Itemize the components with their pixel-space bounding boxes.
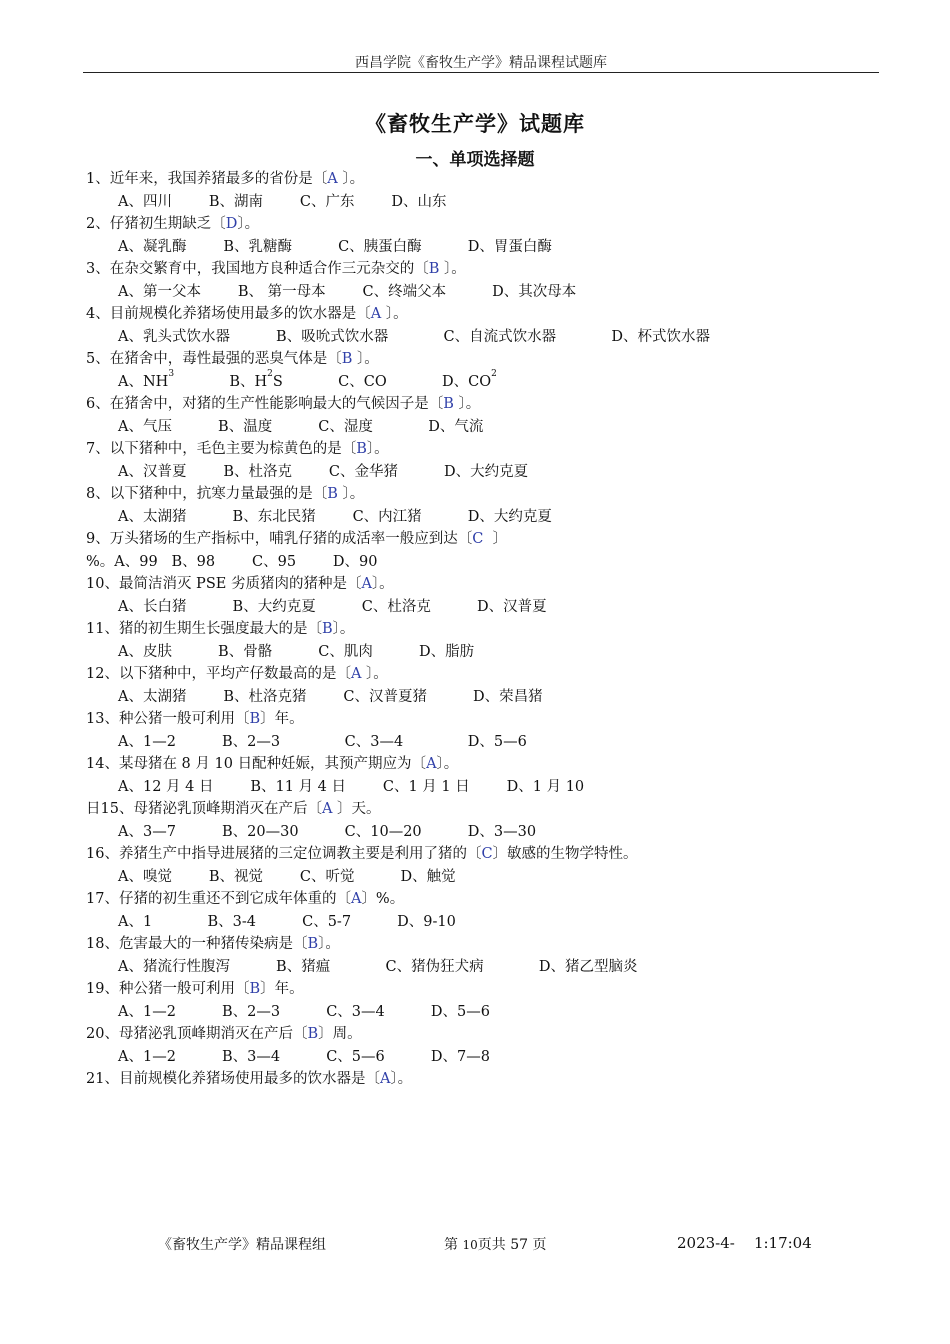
answer-options: %。A、99 B、98 C、95 D、90 (86, 553, 378, 570)
question-text-end: 〕%。 (361, 891, 405, 907)
footer-page-number (444, 1234, 546, 1254)
document-title: 《畜牧生产学》试题库 (365, 111, 585, 136)
footer-page-current: 10 (462, 1238, 478, 1252)
question-text: 日15、母猪泌乳顶峰期消灭在产后〔 (86, 801, 322, 817)
answer-options: A、第一父本 B、 第一母本 C、终端父本 D、其次母本 (118, 283, 577, 300)
question-item (86, 483, 886, 506)
question-item (86, 663, 886, 686)
answer-options: A、$NH^3$ B、$H^2S$ C、CO D、$CO^2$ (118, 368, 497, 390)
answer-options: A、乳头式饮水器 B、吸吮式饮水器 C、自流式饮水器 D、杯式饮水器 (118, 328, 711, 345)
question-item (86, 888, 886, 911)
answer-letter: A (379, 1071, 391, 1087)
question-text-end: 〕天。 (337, 801, 381, 817)
question-item (86, 393, 886, 416)
answer-letter: A (350, 666, 367, 682)
footer-course-group: 《畜牧生产学》精品课程组 (158, 1237, 326, 1253)
question-text: 12、以下猪种中，平均产仔数最高的是〔 (86, 666, 351, 682)
question-text: 6、在猪舍中，对猪的生产性能影响最大的气候因子是〔 (86, 396, 444, 412)
question-text: 1、近年来，我国养猪最多的省份是〔 (86, 171, 328, 187)
answer-options: A、猪流行性腹泻 B、猪瘟 C、猪伪狂犬病 D、猪乙型脑炎 (118, 958, 638, 975)
answer-letter: A (361, 576, 372, 592)
answer-letter: A (370, 306, 386, 322)
question-text-end: 〕周。 (318, 1026, 362, 1042)
question-text: 20、母猪泌乳顶峰期消灭在产后〔 (86, 1026, 308, 1042)
answer-options: A、3—7 B、20—30 C、10—20 D、3—30 (118, 823, 537, 840)
question-item (86, 168, 886, 191)
answer-letter: A (350, 891, 362, 907)
question-item (86, 258, 886, 281)
footer-page-post: 页 (528, 1237, 547, 1253)
answer-letter: B (249, 981, 261, 997)
question-text-end: 〕年。 (260, 981, 304, 997)
question-text: 16、养猪生产中指导进展猪的三定位调教主要是利用了猪的〔 (86, 846, 482, 862)
answer-options: A、1—2 B、2—3 C、3—4 D、5—6 (118, 733, 527, 750)
answer-letter: D (225, 216, 238, 232)
question-text-end: 〕。 (342, 171, 365, 187)
question-item (86, 753, 886, 776)
question-text: 5、在猪舍中，毒性最强的恶臭气体是〔 (86, 351, 342, 367)
answer-letter: A (426, 756, 437, 772)
question-text: 10、最简洁消灭 PSE 劣质猪肉的猪种是〔 (86, 576, 362, 592)
question-text: 4、目前规模化养猪场使用最多的饮水器是〔 (86, 306, 371, 322)
answer-options: A、长白猪 B、大约克夏 C、杜洛克 D、汉普夏 (118, 598, 547, 615)
question-item (86, 978, 886, 1001)
page-header: 西昌学院《畜牧生产学》精品课程试题库 (355, 55, 607, 71)
question-item (86, 798, 886, 821)
subscript: 3 (168, 368, 175, 379)
question-text: 2、仔猪初生期缺乏〔 (86, 216, 226, 232)
answer-options: A、1—2 B、3—4 C、5—6 D、7—8 (118, 1048, 490, 1065)
question-text: 14、某母猪在 8 月 10 日配种妊娠，其预产期应为〔 (86, 756, 427, 772)
answer-letter: C (472, 531, 493, 547)
question-item (86, 438, 886, 461)
header-rule (83, 72, 879, 73)
question-text-end: 〕年。 (260, 711, 304, 727)
question-item (86, 213, 886, 236)
footer-time: 1:17:04 (753, 1234, 812, 1252)
footer-timestamp (677, 1234, 812, 1252)
question-text-end: 〕。 (332, 621, 355, 637)
question-text: 11、猪的初生期生长强度最大的是〔 (86, 621, 322, 637)
answer-options: A、12 月 4 日 B、11 月 4 日 C、1 月 1 日 D、1 月 10 (118, 778, 585, 795)
footer-page-mid: 页共 (477, 1237, 511, 1253)
question-item (86, 1068, 886, 1091)
answer-options: A、汉普夏 B、杜洛克 C、金华猪 D、大约克夏 (118, 463, 529, 480)
question-item (86, 618, 886, 641)
question-text-end: 〕。 (385, 306, 408, 322)
question-item (86, 933, 886, 956)
section-heading: 一、单项选择题 (415, 150, 535, 170)
question-text-end: 〕。 (458, 396, 481, 412)
question-text-end: 〕。 (318, 936, 340, 952)
question-item (86, 573, 886, 596)
question-text-end: 〕。 (371, 576, 394, 592)
answer-letter: A (321, 801, 338, 817)
question-text: 17、仔猪的初生重还不到它成年体重的〔 (86, 891, 351, 907)
question-text-end: 〕。 (436, 756, 459, 772)
answer-letter: B (443, 396, 459, 412)
question-text-end: 〕。 (237, 216, 260, 232)
question-text: 21、目前规模化养猪场使用最多的饮水器是〔 (86, 1071, 380, 1087)
question-text-end: 〕。 (390, 1071, 413, 1087)
answer-options: A、气压 B、温度 C、湿度 D、气流 (118, 418, 484, 435)
answer-letter: B (327, 486, 343, 502)
answer-options: A、四川 B、湖南 C、广东 D、山东 (118, 193, 447, 210)
question-text-end: 〕。 (342, 486, 365, 502)
question-item (86, 843, 886, 866)
footer-page-total: 57 (510, 1237, 529, 1253)
footer-date: 2023-4- (677, 1234, 735, 1252)
answer-letter: B (341, 351, 357, 367)
answer-options: A、1 B、3-4 C、5-7 D、9-10 (118, 913, 456, 930)
subscript: 2 (491, 368, 497, 379)
question-text: 19、种公猪一般可利用〔 (86, 981, 250, 997)
question-text-end: 〕 (492, 531, 508, 547)
answer-options: A、1—2 B、2—3 C、3—4 D、5—6 (118, 1003, 490, 1020)
answer-letter: B (307, 1026, 319, 1042)
question-item (86, 348, 886, 371)
question-item (86, 708, 886, 731)
question-item (86, 528, 886, 551)
question-text-end: 〕。 (357, 351, 379, 367)
answer-letter: B (356, 441, 367, 457)
subscript: 2 (267, 368, 273, 379)
footer-page-pre: 第 (444, 1237, 463, 1253)
question-text-end: 〕。 (366, 666, 388, 682)
question-text: 13、种公猪一般可利用〔 (86, 711, 250, 727)
answer-options: A、皮肤 B、骨骼 C、肌肉 D、脂肪 (118, 643, 475, 660)
question-text-end: 〕。 (366, 441, 389, 457)
answer-options: A、太湖猪 B、杜洛克猪 C、汉普夏猪 D、荣昌猪 (118, 688, 543, 705)
answer-letter: A (327, 171, 343, 187)
answer-letter: B (321, 621, 333, 637)
answer-letter: B (428, 261, 444, 277)
answer-letter: B (249, 711, 261, 727)
question-text: 18、危害最大的一种猪传染病是〔 (86, 936, 308, 952)
question-text: 3、在杂交繁育中，我国地方良种适合作三元杂交的〔 (86, 261, 429, 277)
question-text-end: 〕敏感的生物学特性。 (492, 846, 638, 862)
answer-letter: C (481, 846, 493, 862)
answer-options: A、太湖猪 B、东北民猪 C、内江猪 D、大约克夏 (118, 508, 552, 525)
answer-options: A、凝乳酶 B、乳糖酶 C、胰蛋白酶 D、胃蛋白酶 (118, 238, 552, 255)
question-text: 8、以下猪种中，抗寒力量最强的是〔 (86, 486, 328, 502)
question-item (86, 1023, 886, 1046)
question-text: 9、万头猪场的生产指标中，哺乳仔猪的成活率一般应到达〔 (86, 531, 473, 547)
answer-letter: B (307, 936, 319, 952)
answer-options: A、嗅觉 B、视觉 C、听觉 D、触觉 (118, 868, 456, 885)
question-list (86, 168, 886, 1091)
question-text-end: 〕。 (444, 261, 466, 277)
question-text: 7、以下猪种中，毛色主要为棕黄色的是〔 (86, 441, 357, 457)
question-item (86, 303, 886, 326)
